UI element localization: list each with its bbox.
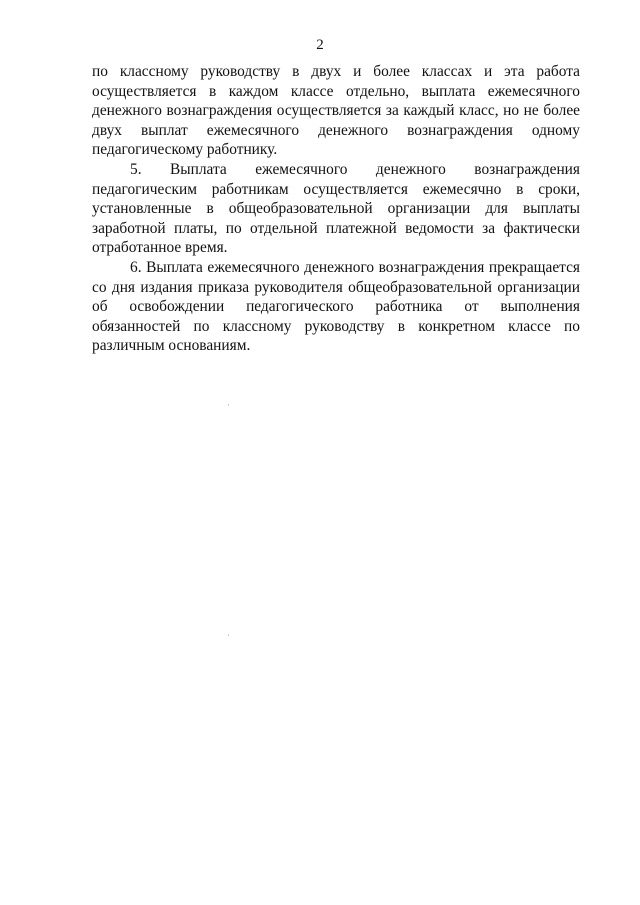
page-number: 2 <box>316 37 324 53</box>
paragraph-continuation: по классному руководству в двух и более классах и эта работа осуществляется в каждом классе отдельно, выплата ежемесячного денежного вознаграждения осуществляется за каждый класс, но не более двух выплат ежемесячного денежного вознаграждения одному педагогическому работнику. <box>92 63 580 159</box>
scan-speck <box>228 404 229 406</box>
scan-speck <box>228 634 229 636</box>
paragraph-item-5: 5. Выплата ежемесячного денежного вознаграждения педагогическим работникам осуществляется ежемесячно в сроки, установленные в общеобразовательной организации для выплаты заработной платы, по отдельной платежной ведомости за фактически отработанное время. <box>92 160 580 257</box>
paragraph-item-6: 6. Выплата ежемесячного денежного вознаграждения прекращается со дня издания приказа руководителя общеобразовательной организации об освобождении педагогического работника от выполнения обязанностей по классному руководству в конкретном классе по различным основаниям. <box>92 258 580 355</box>
document-body <box>92 62 580 356</box>
